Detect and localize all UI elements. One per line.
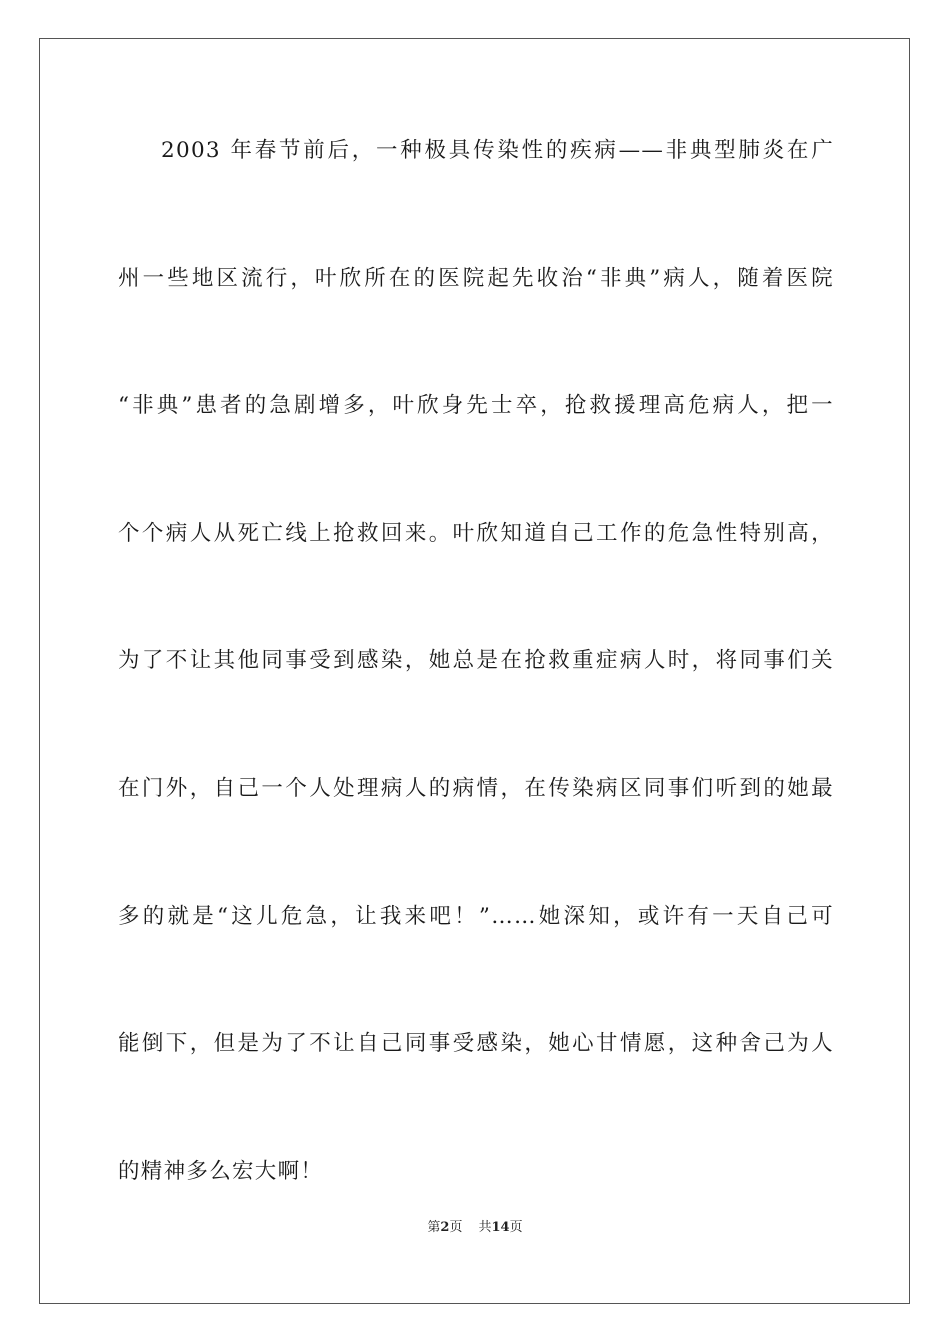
paragraph-line: 多的就是“这儿危急，让我来吧！”……她深知，或许有一天自己可 [118,903,834,929]
total-suffix: 页 [509,1220,523,1235]
paragraph-line: 在门外，自己一个人处理病人的病情，在传染病区同事们听到的她最 [118,775,834,801]
current-page-number: 2 [440,1220,450,1235]
total-pages-number: 14 [491,1220,510,1235]
paragraph-line: 为了不让其他同事受到感染，她总是在抢救重症病人时，将同事们关 [118,648,834,674]
paragraph-line: 州一些地区流行，叶欣所在的医院起先收治“非典”病人，随着医院 [118,265,834,291]
paragraph-line: 能倒下，但是为了不让自己同事受感染，她心甘情愿，这种舍己为人 [118,1031,834,1057]
total-prefix: 共 [478,1220,492,1235]
page-prefix: 第 [427,1220,441,1235]
body-paragraph [118,115,834,1263]
page-suffix: 页 [449,1220,463,1235]
paragraph-line: “非典”患者的急剧增多，叶欣身先士卒，抢救援理高危病人，把一 [118,393,834,419]
paragraph-line: 2003 年春节前后，一种极具传染性的疾病——非典型肺炎在广 [161,138,834,163]
page-footer [0,1218,950,1238]
paragraph-line: 的精神多么宏大啊！ [118,1158,324,1184]
paragraph-line: 个个病人从死亡线上抢救回来。叶欣知道自己工作的危急性特别高， [118,520,834,546]
